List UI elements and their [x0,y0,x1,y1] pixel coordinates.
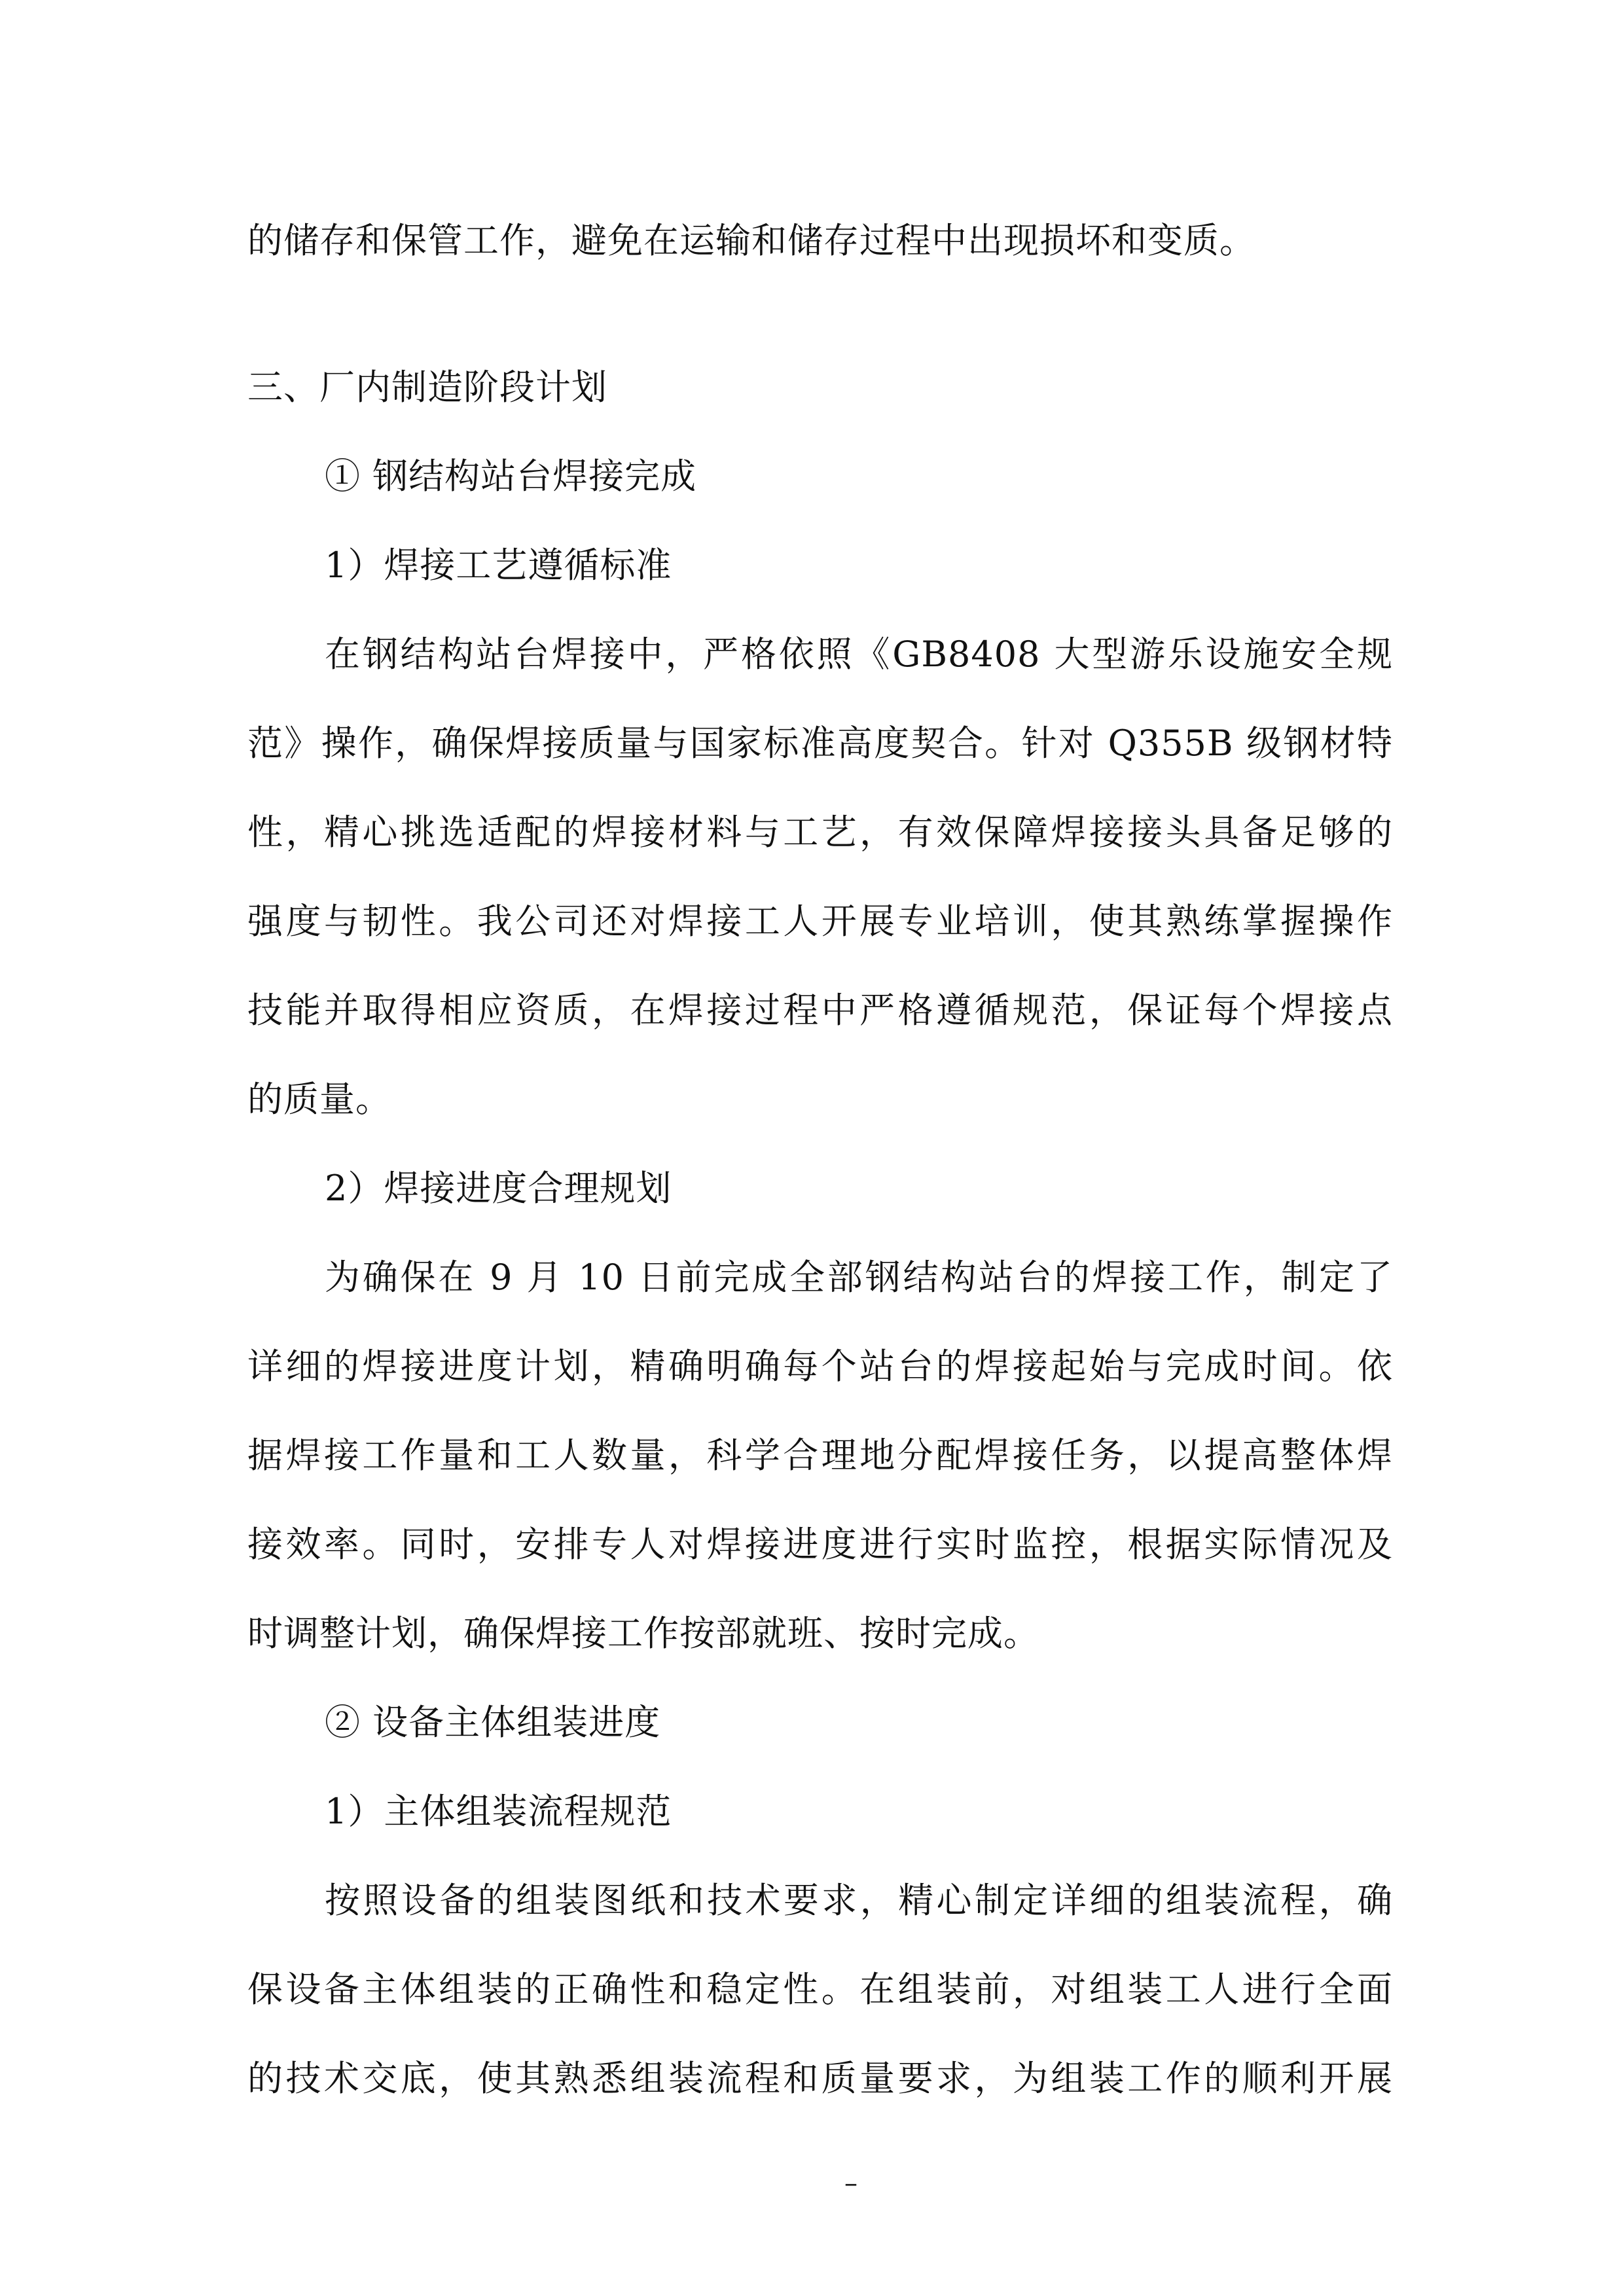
text-line: 据焊接工作量和工人数量，科学合理地分配焊接任务，以提高整体焊 [247,1435,1393,1476]
text-line: 的质量。 [247,1079,391,1120]
item-title: 1）主体组装流程规范 [325,1791,672,1832]
text-line: 保设备主体组装的正确性和稳定性。在组装前，对组装工人进行全面 [247,1969,1393,2010]
text-line: 接效率。同时，安排专人对焊接进度进行实时监控，根据实际情况及 [247,1524,1393,1565]
page-footer-mark: – [844,2168,857,2198]
text-line: 时调整计划，确保焊接工作按部就班、按时完成。 [247,1613,1039,1654]
text-line: 的技术交底，使其熟悉组装流程和质量要求，为组装工作的顺利开展 [247,2058,1393,2099]
text-line: 按照设备的组装图纸和技术要求，精心制定详细的组装流程，确 [325,1880,1393,1921]
subsection-title: ① 钢结构站台焊接完成 [325,456,697,497]
paragraph-continuation [247,196,1393,285]
text-line: 的储存和保管工作，避免在运输和储存过程中出现损坏和变质。 [247,220,1255,261]
text-line: 范》操作，确保焊接质量与国家标准高度契合。针对 Q355B 级钢材特 [247,723,1393,764]
text-line: 为确保在 9 月 10 日前完成全部钢结构站台的焊接工作，制定了 [325,1257,1393,1298]
text-line: 在钢结构站台焊接中，严格依照《GB8408 大型游乐设施安全规 [325,634,1393,675]
section-heading-3 [247,343,1393,432]
text-line: 性，精心挑选适配的焊接材料与工艺，有效保障焊接接头具备足够的 [247,812,1393,853]
subsection-1 [247,432,1393,2123]
subsection-title: ② 设备主体组装进度 [325,1702,661,1743]
text-line: 详细的焊接进度计划，精确明确每个站台的焊接起始与完成时间。依 [247,1346,1393,1387]
item-title: 1）焊接工艺遵循标准 [325,545,672,586]
section-title: 三、厂内制造阶段计划 [247,367,607,408]
item-title: 2）焊接进度合理规划 [325,1168,672,1209]
text-line: 强度与韧性。我公司还对焊接工人开展专业培训，使其熟练掌握操作 [247,901,1393,942]
text-line: 技能并取得相应资质，在焊接过程中严格遵循规范，保证每个焊接点 [247,990,1393,1031]
